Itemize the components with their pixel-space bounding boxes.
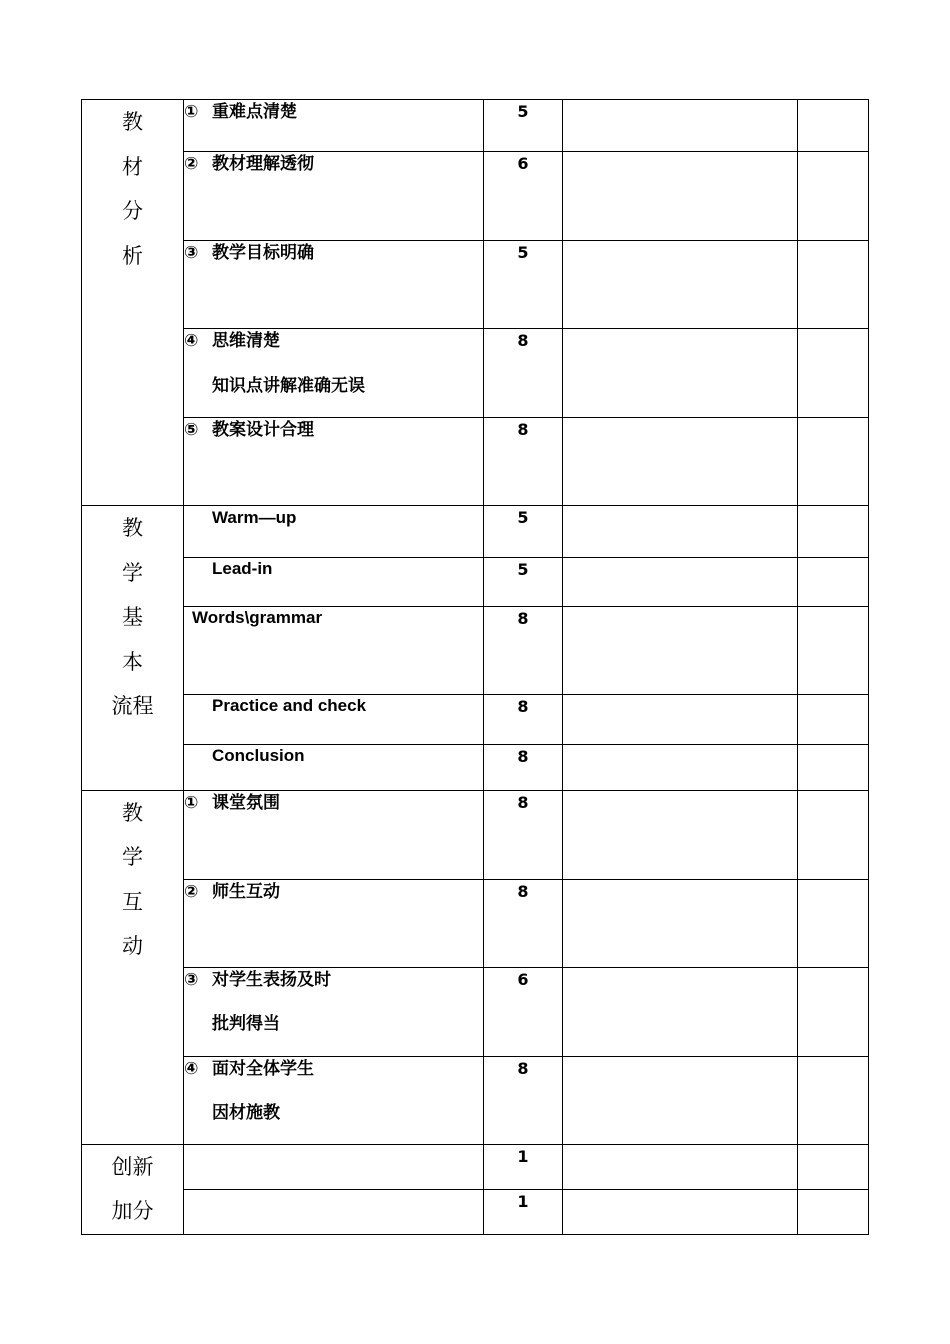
- evaluation-cell: [563, 607, 798, 695]
- category-char: 加分: [111, 1199, 154, 1223]
- category-cell-basic-flow: [82, 506, 184, 791]
- evaluation-table: [81, 99, 869, 1235]
- item-marker: ②: [184, 154, 199, 174]
- item-cell: [184, 695, 484, 745]
- score-cell: 6: [484, 152, 563, 241]
- category-char: 创新: [111, 1154, 154, 1179]
- table-row: [82, 1190, 869, 1235]
- table-row: [82, 790, 869, 879]
- evaluation-cell: [563, 879, 798, 967]
- item-label: 教案设计合理: [212, 420, 314, 440]
- item-label: Lead-in: [212, 559, 273, 578]
- item-cell: [184, 418, 484, 506]
- item-marker: ③: [184, 969, 199, 990]
- item-label-line2: 知识点讲解准确无误: [212, 375, 365, 396]
- item-label: Practice and check: [212, 696, 367, 715]
- table-row: [82, 241, 869, 329]
- category-char: 分: [122, 199, 143, 223]
- evaluation-cell: [563, 745, 798, 791]
- item-label: Warm—up: [212, 508, 297, 527]
- score-cell: 8: [484, 329, 563, 418]
- points-cell: [798, 879, 869, 967]
- item-label: 课堂氛围: [212, 792, 280, 813]
- score-cell: 8: [484, 695, 563, 745]
- item-cell: [184, 241, 484, 329]
- score-cell: 1: [484, 1190, 563, 1235]
- category-char: 材: [122, 154, 143, 179]
- category-char: 本: [122, 649, 143, 674]
- evaluation-cell: [563, 967, 798, 1056]
- table-row: [82, 607, 869, 695]
- score-cell: 8: [484, 1056, 563, 1144]
- category-char: 教: [122, 516, 143, 540]
- item-marker: ④: [184, 1058, 199, 1079]
- item-cell: [184, 790, 484, 879]
- points-cell: [798, 1056, 869, 1144]
- points-cell: [798, 329, 869, 418]
- table-row: [82, 967, 869, 1056]
- item-label: 教学目标明确: [212, 243, 314, 263]
- item-label: 思维清楚: [212, 331, 280, 351]
- evaluation-cell: [563, 558, 798, 607]
- item-marker: ④: [184, 331, 199, 351]
- category-cell-material-analysis: [82, 100, 184, 506]
- table-row: [82, 152, 869, 241]
- points-cell: [798, 100, 869, 152]
- evaluation-cell: [563, 241, 798, 329]
- category-char: 教: [122, 800, 143, 825]
- item-label: 重难点清楚: [212, 102, 297, 122]
- item-label-line2: 批判得当: [212, 1014, 280, 1034]
- item-cell: [184, 152, 484, 241]
- points-cell: [798, 790, 869, 879]
- item-cell: [184, 879, 484, 967]
- item-cell: [184, 1144, 484, 1190]
- item-marker: ③: [184, 243, 199, 263]
- evaluation-cell: [563, 152, 798, 241]
- points-cell: [798, 241, 869, 329]
- points-cell: [798, 967, 869, 1056]
- points-cell: [798, 695, 869, 745]
- points-cell: [798, 418, 869, 506]
- item-cell: [184, 1190, 484, 1235]
- item-marker: ①: [184, 792, 199, 813]
- item-cell: [184, 100, 484, 152]
- score-cell: 5: [484, 241, 563, 329]
- score-cell: 1: [484, 1144, 563, 1190]
- item-label: Conclusion: [212, 746, 305, 765]
- points-cell: [798, 558, 869, 607]
- table-row: [82, 506, 869, 558]
- category-char: 互: [122, 889, 143, 914]
- item-label: 教材理解透彻: [212, 154, 314, 174]
- table-row: [82, 879, 869, 967]
- item-cell: [184, 745, 484, 791]
- item-marker: ⑤: [184, 420, 199, 440]
- points-cell: [798, 506, 869, 558]
- score-cell: 6: [484, 967, 563, 1056]
- score-cell: 5: [484, 506, 563, 558]
- table-row: [82, 695, 869, 745]
- points-cell: [798, 1190, 869, 1235]
- item-label: 师生互动: [212, 881, 280, 902]
- score-cell: 5: [484, 558, 563, 607]
- evaluation-cell: [563, 418, 798, 506]
- category-char: 流程: [111, 694, 154, 718]
- item-cell: [184, 506, 484, 558]
- points-cell: [798, 607, 869, 695]
- score-cell: 8: [484, 879, 563, 967]
- item-label: Words\grammar: [192, 608, 323, 627]
- score-cell: 8: [484, 745, 563, 791]
- evaluation-cell: [563, 695, 798, 745]
- category-char: 学: [122, 845, 143, 869]
- item-marker: ①: [184, 102, 199, 122]
- points-cell: [798, 1144, 869, 1190]
- category-cell-innovation-bonus: [82, 1144, 184, 1234]
- item-cell: [184, 558, 484, 607]
- score-cell: 8: [484, 790, 563, 879]
- item-cell: [184, 967, 484, 1056]
- item-cell: [184, 607, 484, 695]
- category-char: 教: [122, 110, 143, 134]
- evaluation-cell: [563, 1056, 798, 1144]
- evaluation-cell: [563, 506, 798, 558]
- points-cell: [798, 152, 869, 241]
- item-cell: [184, 329, 484, 418]
- table-row: [82, 100, 869, 152]
- evaluation-cell: [563, 329, 798, 418]
- table-row: [82, 745, 869, 791]
- score-cell: 8: [484, 418, 563, 506]
- evaluation-cell: [563, 1144, 798, 1190]
- category-char: 学: [122, 560, 143, 585]
- table-row: [82, 329, 869, 418]
- table-row: [82, 1144, 869, 1190]
- evaluation-cell: [563, 790, 798, 879]
- category-cell-interaction: [82, 790, 184, 1144]
- table-row: [82, 558, 869, 607]
- table-row: [82, 418, 869, 506]
- item-cell: [184, 1056, 484, 1144]
- score-cell: 8: [484, 607, 563, 695]
- item-label: 面对全体学生: [212, 1058, 314, 1079]
- table-row: [82, 1056, 869, 1144]
- item-marker: ②: [184, 881, 199, 902]
- item-label: 对学生表扬及时: [212, 969, 331, 990]
- item-label-line2: 因材施教: [212, 1103, 280, 1123]
- evaluation-cell: [563, 1190, 798, 1235]
- points-cell: [798, 745, 869, 791]
- category-char: 基: [122, 605, 143, 629]
- category-char: 析: [122, 243, 143, 268]
- evaluation-cell: [563, 100, 798, 152]
- category-char: 动: [122, 934, 143, 958]
- score-cell: 5: [484, 100, 563, 152]
